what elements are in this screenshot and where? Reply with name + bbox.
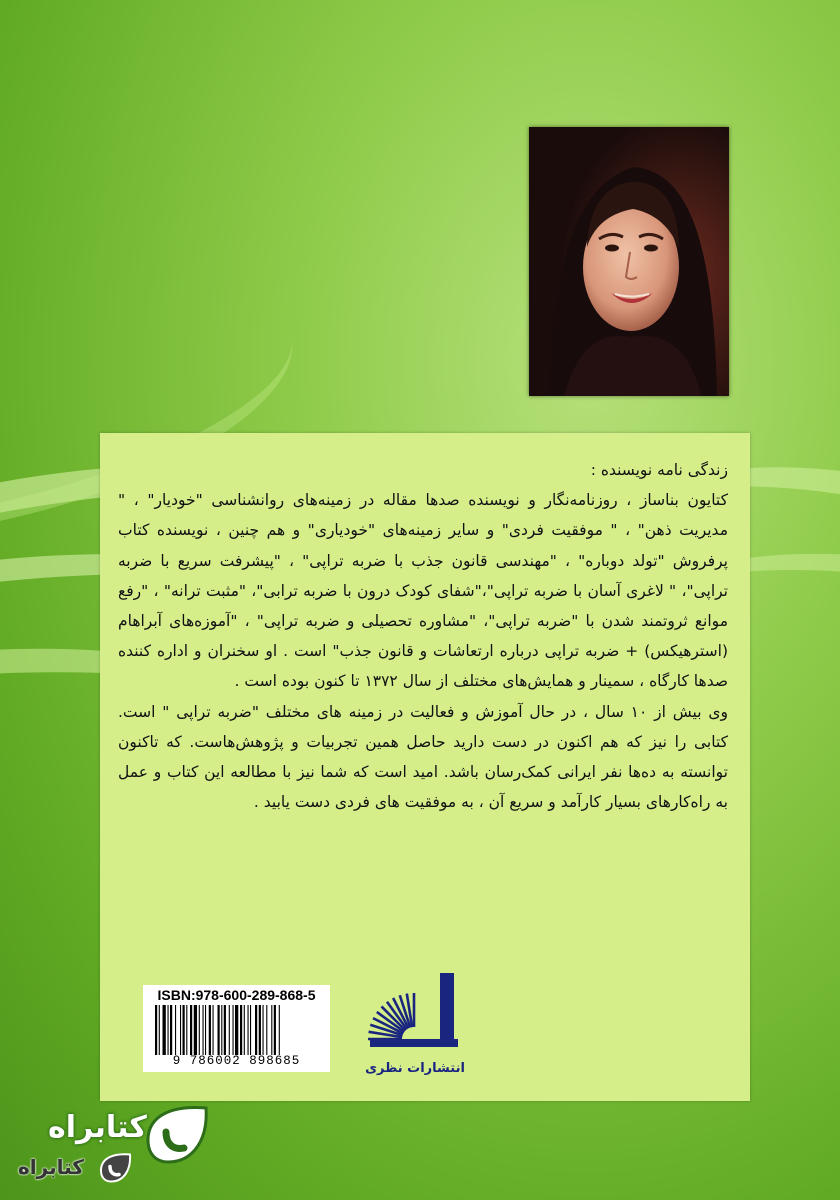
publisher-logo	[362, 967, 466, 1051]
barcode-bar	[233, 1005, 234, 1055]
barcode-bar	[186, 1005, 187, 1055]
barcode-bar	[240, 1005, 242, 1055]
author-portrait-image	[529, 127, 729, 396]
barcode-bar	[183, 1005, 185, 1055]
barcode-bar	[248, 1005, 249, 1055]
barcode-bar	[209, 1005, 211, 1055]
barcode-bar	[229, 1005, 230, 1055]
watermark-text-large: کتابراه	[48, 1110, 147, 1145]
publisher-name: انتشارات نظری	[365, 1061, 465, 1076]
author-photo	[529, 127, 729, 396]
isbn-label: ISBN:978-600-289-868-5	[157, 987, 316, 1003]
barcode-bar	[203, 1005, 204, 1055]
barcode-bar	[266, 1005, 267, 1055]
barcode-bar	[213, 1005, 214, 1055]
barcode-digits: 9 786002 898685	[172, 1054, 301, 1068]
barcode-bar	[168, 1005, 169, 1055]
barcode-bar	[159, 1005, 160, 1055]
barcode-bar	[199, 1005, 200, 1055]
author-bio	[118, 455, 728, 817]
barcode-bar	[170, 1005, 172, 1055]
barcode-bar	[205, 1005, 206, 1055]
bio-paragraph-1: کتایون بناساز ، روزنامه‌نگار و نویسنده صدها مقاله در زمینه‌های روانشناسی "خودیار" ، " مدیریت ذهن" ، " موفقیت فردی" و سایر زمینه‌های "خودیاری" و هم چنین ، نویسنده کتاب پرفروش "تولد دوباره" ، "مهندسی قانون جذب با ضربه تراپی" ، "پیشرفت سریع با ضربه تراپی"، " لاغری آسان با ضربه تراپی"،"شفای کودک درون با ضربه ترابی"، "مثبت ترانه" ، "رفع موانع ثروتمند شدن با "ضربه تراپی"، "مشاوره تحصیلی و ضربه تراپی" ، "آموزه‌های آبراهام (استرهیکس) + ضربه تراپی درباره ارتعاشات و قانون جذب" است . او سخنران و اداره کننده صدها کارگاه ، سمینار و همایش‌های مختلف از سال ۱۳۷۲ تا کنون بوده است .	[118, 491, 728, 691]
leaf-logo-small-icon	[96, 1150, 136, 1186]
barcode-bar	[194, 1005, 197, 1055]
barcode-bar	[263, 1005, 264, 1055]
barcode-bar	[221, 1005, 222, 1055]
watermark	[8, 1100, 218, 1195]
barcode-bar	[155, 1005, 157, 1055]
barcode-bar	[259, 1005, 261, 1055]
bio-paragraph-2: وی بیش از ۱۰ سال ، در حال آموزش و فعالیت در زمینه های مختلف "ضربه تراپی " است. کتابی را نیز که هم اکنون در دست دارید حاصل همین تجربیات و پژوهش‌هاست. که تاکنون توانسته به ده‌ها نفر ایرانی کمک‌رسان باشد. امید است که شما نیز با مطالعه این کتاب و عمل به راه‌کارهای بسیار کارآمد و سریع آن ، به موفقیت های فردی دست یابید .	[118, 702, 728, 812]
barcode-bar	[163, 1005, 166, 1055]
barcode-bar	[224, 1005, 226, 1055]
barcode-bar	[235, 1005, 238, 1055]
bio-heading: زندگی نامه نویسنده :	[590, 461, 728, 479]
barcode-bar	[244, 1005, 245, 1055]
barcode-bar	[279, 1005, 280, 1055]
barcode-bar	[218, 1005, 220, 1055]
bio-panel	[100, 433, 750, 1101]
barcode-image	[155, 1005, 323, 1055]
barcode-bar	[250, 1005, 251, 1055]
barcode-bar	[180, 1005, 181, 1055]
isbn-barcode-box	[143, 985, 330, 1072]
barcode-bar	[255, 1005, 257, 1055]
barcode-bar	[271, 1005, 272, 1055]
barcode-bar	[274, 1005, 276, 1055]
watermark-text-small: کتابراه	[18, 1155, 84, 1179]
barcode-bar	[175, 1005, 176, 1055]
leaf-logo-icon	[138, 1100, 218, 1170]
barcode-bar	[190, 1005, 192, 1055]
